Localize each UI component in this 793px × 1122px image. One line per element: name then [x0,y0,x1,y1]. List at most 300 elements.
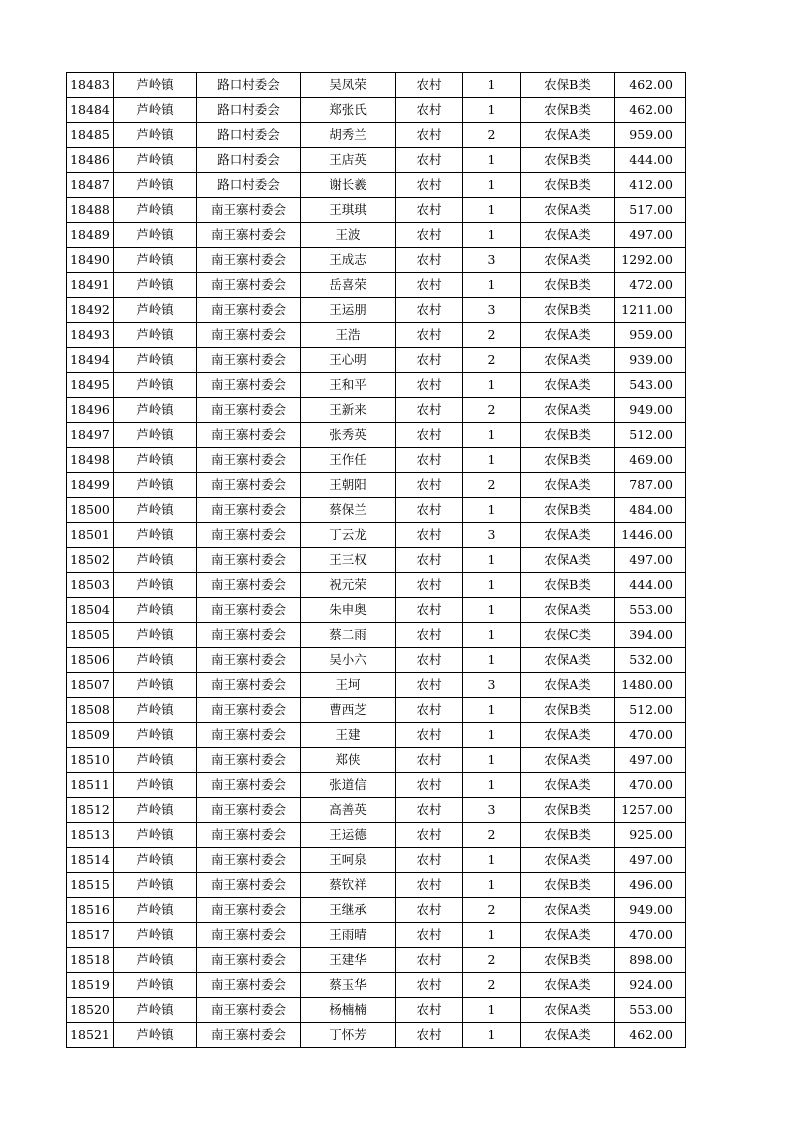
serial-number-cell: 18504 [67,598,114,623]
village-committee-cell: 路口村委会 [197,173,301,198]
table-row [67,273,686,298]
category-cell: 农保B类 [521,173,615,198]
category-cell: 农保A类 [521,1023,615,1048]
category-cell: 农保A类 [521,748,615,773]
village-committee-cell: 南王寨村委会 [197,448,301,473]
table-row [67,298,686,323]
table-row [67,423,686,448]
household-size-cell: 1 [463,548,521,573]
area-type-cell: 农村 [396,923,463,948]
area-type-cell: 农村 [396,373,463,398]
table-row [67,798,686,823]
amount-cell: 512.00 [615,698,686,723]
area-type-cell: 农村 [396,798,463,823]
area-type-cell: 农村 [396,523,463,548]
household-size-cell: 3 [463,673,521,698]
name-cell: 丁云龙 [301,523,396,548]
town-cell: 芦岭镇 [114,298,197,323]
category-cell: 农保A类 [521,523,615,548]
name-cell: 张道信 [301,773,396,798]
town-cell: 芦岭镇 [114,548,197,573]
name-cell: 郑侠 [301,748,396,773]
name-cell: 杨楠楠 [301,998,396,1023]
name-cell: 丁怀芳 [301,1023,396,1048]
serial-number-cell: 18487 [67,173,114,198]
amount-cell: 1480.00 [615,673,686,698]
village-committee-cell: 南王寨村委会 [197,973,301,998]
area-type-cell: 农村 [396,348,463,373]
table-row [67,773,686,798]
serial-number-cell: 18517 [67,923,114,948]
village-committee-cell: 南王寨村委会 [197,873,301,898]
table-row [67,148,686,173]
village-committee-cell: 南王寨村委会 [197,748,301,773]
table-row [67,823,686,848]
village-committee-cell: 南王寨村委会 [197,398,301,423]
amount-cell: 543.00 [615,373,686,398]
amount-cell: 925.00 [615,823,686,848]
town-cell: 芦岭镇 [114,398,197,423]
village-committee-cell: 南王寨村委会 [197,498,301,523]
serial-number-cell: 18496 [67,398,114,423]
village-committee-cell: 路口村委会 [197,123,301,148]
name-cell: 王建 [301,723,396,748]
area-type-cell: 农村 [396,173,463,198]
amount-cell: 1446.00 [615,523,686,548]
household-size-cell: 1 [463,873,521,898]
table-row [67,948,686,973]
category-cell: 农保A类 [521,598,615,623]
area-type-cell: 农村 [396,998,463,1023]
town-cell: 芦岭镇 [114,373,197,398]
household-size-cell: 2 [463,398,521,423]
village-committee-cell: 路口村委会 [197,98,301,123]
village-committee-cell: 南王寨村委会 [197,523,301,548]
name-cell: 王朝阳 [301,473,396,498]
name-cell: 蔡玉华 [301,973,396,998]
household-size-cell: 2 [463,348,521,373]
serial-number-cell: 18486 [67,148,114,173]
village-committee-cell: 南王寨村委会 [197,673,301,698]
category-cell: 农保B类 [521,573,615,598]
town-cell: 芦岭镇 [114,648,197,673]
name-cell: 王成志 [301,248,396,273]
household-size-cell: 1 [463,598,521,623]
village-committee-cell: 南王寨村委会 [197,573,301,598]
serial-number-cell: 18515 [67,873,114,898]
serial-number-cell: 18509 [67,723,114,748]
name-cell: 高善英 [301,798,396,823]
area-type-cell: 农村 [396,273,463,298]
village-committee-cell: 南王寨村委会 [197,823,301,848]
name-cell: 王波 [301,223,396,248]
serial-number-cell: 18518 [67,948,114,973]
name-cell: 王浩 [301,323,396,348]
amount-cell: 898.00 [615,948,686,973]
table-row [67,673,686,698]
name-cell: 祝元荣 [301,573,396,598]
table-row [67,1023,686,1048]
name-cell: 王继承 [301,898,396,923]
name-cell: 张秀英 [301,423,396,448]
area-type-cell: 农村 [396,198,463,223]
name-cell: 王建华 [301,948,396,973]
amount-cell: 532.00 [615,648,686,673]
category-cell: 农保B类 [521,498,615,523]
area-type-cell: 农村 [396,448,463,473]
table-row [67,198,686,223]
household-size-cell: 1 [463,73,521,98]
area-type-cell: 农村 [396,548,463,573]
serial-number-cell: 18494 [67,348,114,373]
area-type-cell: 农村 [396,873,463,898]
category-cell: 农保C类 [521,623,615,648]
area-type-cell: 农村 [396,673,463,698]
serial-number-cell: 18493 [67,323,114,348]
category-cell: 农保A类 [521,123,615,148]
town-cell: 芦岭镇 [114,948,197,973]
town-cell: 芦岭镇 [114,823,197,848]
category-cell: 农保A类 [521,248,615,273]
amount-cell: 462.00 [615,1023,686,1048]
household-size-cell: 1 [463,848,521,873]
amount-cell: 1211.00 [615,298,686,323]
category-cell: 农保A类 [521,923,615,948]
category-cell: 农保B类 [521,873,615,898]
area-type-cell: 农村 [396,323,463,348]
village-committee-cell: 路口村委会 [197,148,301,173]
village-committee-cell: 南王寨村委会 [197,373,301,398]
category-cell: 农保A类 [521,898,615,923]
serial-number-cell: 18483 [67,73,114,98]
town-cell: 芦岭镇 [114,498,197,523]
amount-cell: 553.00 [615,598,686,623]
serial-number-cell: 18500 [67,498,114,523]
household-size-cell: 1 [463,1023,521,1048]
amount-cell: 924.00 [615,973,686,998]
category-cell: 农保B类 [521,73,615,98]
table-row [67,473,686,498]
table-row [67,598,686,623]
amount-cell: 412.00 [615,173,686,198]
roster-table [66,72,686,1048]
category-cell: 农保B类 [521,423,615,448]
category-cell: 农保A类 [521,648,615,673]
category-cell: 农保A类 [521,373,615,398]
household-size-cell: 2 [463,473,521,498]
serial-number-cell: 18512 [67,798,114,823]
category-cell: 农保A类 [521,773,615,798]
name-cell: 王雨晴 [301,923,396,948]
name-cell: 王运德 [301,823,396,848]
town-cell: 芦岭镇 [114,348,197,373]
table-row [67,548,686,573]
town-cell: 芦岭镇 [114,773,197,798]
village-committee-cell: 南王寨村委会 [197,548,301,573]
amount-cell: 949.00 [615,898,686,923]
serial-number-cell: 18511 [67,773,114,798]
area-type-cell: 农村 [396,698,463,723]
town-cell: 芦岭镇 [114,248,197,273]
serial-number-cell: 18485 [67,123,114,148]
serial-number-cell: 18510 [67,748,114,773]
area-type-cell: 农村 [396,748,463,773]
roster-table-body [67,73,686,1048]
area-type-cell: 农村 [396,73,463,98]
name-cell: 王坷 [301,673,396,698]
table-row [67,873,686,898]
amount-cell: 497.00 [615,748,686,773]
category-cell: 农保B类 [521,823,615,848]
village-committee-cell: 南王寨村委会 [197,698,301,723]
name-cell: 蔡钦祥 [301,873,396,898]
area-type-cell: 农村 [396,648,463,673]
area-type-cell: 农村 [396,398,463,423]
town-cell: 芦岭镇 [114,273,197,298]
name-cell: 王新来 [301,398,396,423]
household-size-cell: 1 [463,173,521,198]
household-size-cell: 1 [463,448,521,473]
serial-number-cell: 18505 [67,623,114,648]
area-type-cell: 农村 [396,223,463,248]
town-cell: 芦岭镇 [114,798,197,823]
amount-cell: 462.00 [615,73,686,98]
town-cell: 芦岭镇 [114,573,197,598]
table-row [67,573,686,598]
village-committee-cell: 南王寨村委会 [197,648,301,673]
town-cell: 芦岭镇 [114,173,197,198]
amount-cell: 553.00 [615,998,686,1023]
serial-number-cell: 18495 [67,373,114,398]
table-row [67,923,686,948]
household-size-cell: 1 [463,698,521,723]
serial-number-cell: 18489 [67,223,114,248]
amount-cell: 394.00 [615,623,686,648]
town-cell: 芦岭镇 [114,223,197,248]
town-cell: 芦岭镇 [114,748,197,773]
serial-number-cell: 18514 [67,848,114,873]
village-committee-cell: 南王寨村委会 [197,923,301,948]
amount-cell: 959.00 [615,123,686,148]
serial-number-cell: 18506 [67,648,114,673]
amount-cell: 470.00 [615,723,686,748]
town-cell: 芦岭镇 [114,148,197,173]
amount-cell: 462.00 [615,98,686,123]
household-size-cell: 3 [463,798,521,823]
table-row [67,523,686,548]
serial-number-cell: 18503 [67,573,114,598]
village-committee-cell: 南王寨村委会 [197,623,301,648]
amount-cell: 787.00 [615,473,686,498]
household-size-cell: 1 [463,498,521,523]
category-cell: 农保B类 [521,298,615,323]
household-size-cell: 1 [463,923,521,948]
village-committee-cell: 南王寨村委会 [197,798,301,823]
table-row [67,698,686,723]
name-cell: 吴凤荣 [301,73,396,98]
amount-cell: 484.00 [615,498,686,523]
town-cell: 芦岭镇 [114,423,197,448]
name-cell: 郑张氏 [301,98,396,123]
town-cell: 芦岭镇 [114,123,197,148]
village-committee-cell: 南王寨村委会 [197,898,301,923]
name-cell: 王三权 [301,548,396,573]
category-cell: 农保B类 [521,98,615,123]
village-committee-cell: 南王寨村委会 [197,1023,301,1048]
household-size-cell: 1 [463,648,521,673]
name-cell: 王和平 [301,373,396,398]
town-cell: 芦岭镇 [114,723,197,748]
area-type-cell: 农村 [396,973,463,998]
household-size-cell: 2 [463,948,521,973]
town-cell: 芦岭镇 [114,98,197,123]
table-row [67,498,686,523]
town-cell: 芦岭镇 [114,523,197,548]
serial-number-cell: 18501 [67,523,114,548]
category-cell: 农保B类 [521,148,615,173]
village-committee-cell: 南王寨村委会 [197,323,301,348]
amount-cell: 949.00 [615,398,686,423]
table-row [67,623,686,648]
category-cell: 农保B类 [521,273,615,298]
town-cell: 芦岭镇 [114,448,197,473]
household-size-cell: 1 [463,748,521,773]
area-type-cell: 农村 [396,148,463,173]
name-cell: 吴小六 [301,648,396,673]
table-row [67,398,686,423]
household-size-cell: 1 [463,723,521,748]
serial-number-cell: 18508 [67,698,114,723]
village-committee-cell: 南王寨村委会 [197,223,301,248]
name-cell: 岳喜荣 [301,273,396,298]
amount-cell: 512.00 [615,423,686,448]
household-size-cell: 1 [463,273,521,298]
serial-number-cell: 18492 [67,298,114,323]
category-cell: 农保B类 [521,698,615,723]
serial-number-cell: 18516 [67,898,114,923]
amount-cell: 517.00 [615,198,686,223]
table-row [67,723,686,748]
amount-cell: 959.00 [615,323,686,348]
household-size-cell: 1 [463,148,521,173]
name-cell: 王运朋 [301,298,396,323]
area-type-cell: 农村 [396,98,463,123]
table-row [67,973,686,998]
name-cell: 蔡保兰 [301,498,396,523]
table-row [67,998,686,1023]
table-row [67,248,686,273]
town-cell: 芦岭镇 [114,598,197,623]
table-row [67,323,686,348]
town-cell: 芦岭镇 [114,473,197,498]
table-row [67,448,686,473]
village-committee-cell: 南王寨村委会 [197,298,301,323]
town-cell: 芦岭镇 [114,873,197,898]
category-cell: 农保A类 [521,998,615,1023]
table-row [67,348,686,373]
category-cell: 农保A类 [521,198,615,223]
household-size-cell: 2 [463,323,521,348]
category-cell: 农保A类 [521,473,615,498]
household-size-cell: 2 [463,123,521,148]
serial-number-cell: 18497 [67,423,114,448]
household-size-cell: 1 [463,223,521,248]
category-cell: 农保B类 [521,448,615,473]
town-cell: 芦岭镇 [114,73,197,98]
serial-number-cell: 18520 [67,998,114,1023]
town-cell: 芦岭镇 [114,923,197,948]
area-type-cell: 农村 [396,848,463,873]
household-size-cell: 1 [463,773,521,798]
name-cell: 王呵泉 [301,848,396,873]
amount-cell: 444.00 [615,148,686,173]
household-size-cell: 3 [463,248,521,273]
table-row [67,123,686,148]
name-cell: 谢长羲 [301,173,396,198]
amount-cell: 939.00 [615,348,686,373]
category-cell: 农保B类 [521,798,615,823]
amount-cell: 496.00 [615,873,686,898]
serial-number-cell: 18499 [67,473,114,498]
area-type-cell: 农村 [396,573,463,598]
village-committee-cell: 南王寨村委会 [197,723,301,748]
category-cell: 农保A类 [521,323,615,348]
area-type-cell: 农村 [396,1023,463,1048]
area-type-cell: 农村 [396,823,463,848]
village-committee-cell: 南王寨村委会 [197,248,301,273]
name-cell: 蔡二雨 [301,623,396,648]
category-cell: 农保A类 [521,548,615,573]
area-type-cell: 农村 [396,473,463,498]
amount-cell: 444.00 [615,573,686,598]
town-cell: 芦岭镇 [114,698,197,723]
amount-cell: 497.00 [615,548,686,573]
town-cell: 芦岭镇 [114,848,197,873]
village-committee-cell: 南王寨村委会 [197,598,301,623]
table-row [67,98,686,123]
amount-cell: 470.00 [615,773,686,798]
household-size-cell: 1 [463,623,521,648]
serial-number-cell: 18488 [67,198,114,223]
area-type-cell: 农村 [396,248,463,273]
name-cell: 曹西芝 [301,698,396,723]
village-committee-cell: 路口村委会 [197,73,301,98]
table-row [67,898,686,923]
serial-number-cell: 18513 [67,823,114,848]
table-row [67,373,686,398]
category-cell: 农保B类 [521,948,615,973]
category-cell: 农保A类 [521,973,615,998]
household-size-cell: 2 [463,973,521,998]
town-cell: 芦岭镇 [114,898,197,923]
village-committee-cell: 南王寨村委会 [197,773,301,798]
category-cell: 农保A类 [521,848,615,873]
area-type-cell: 农村 [396,423,463,448]
amount-cell: 469.00 [615,448,686,473]
area-type-cell: 农村 [396,298,463,323]
village-committee-cell: 南王寨村委会 [197,273,301,298]
serial-number-cell: 18490 [67,248,114,273]
town-cell: 芦岭镇 [114,623,197,648]
area-type-cell: 农村 [396,623,463,648]
area-type-cell: 农村 [396,773,463,798]
village-committee-cell: 南王寨村委会 [197,423,301,448]
area-type-cell: 农村 [396,948,463,973]
town-cell: 芦岭镇 [114,1023,197,1048]
village-committee-cell: 南王寨村委会 [197,848,301,873]
village-committee-cell: 南王寨村委会 [197,998,301,1023]
category-cell: 农保A类 [521,673,615,698]
